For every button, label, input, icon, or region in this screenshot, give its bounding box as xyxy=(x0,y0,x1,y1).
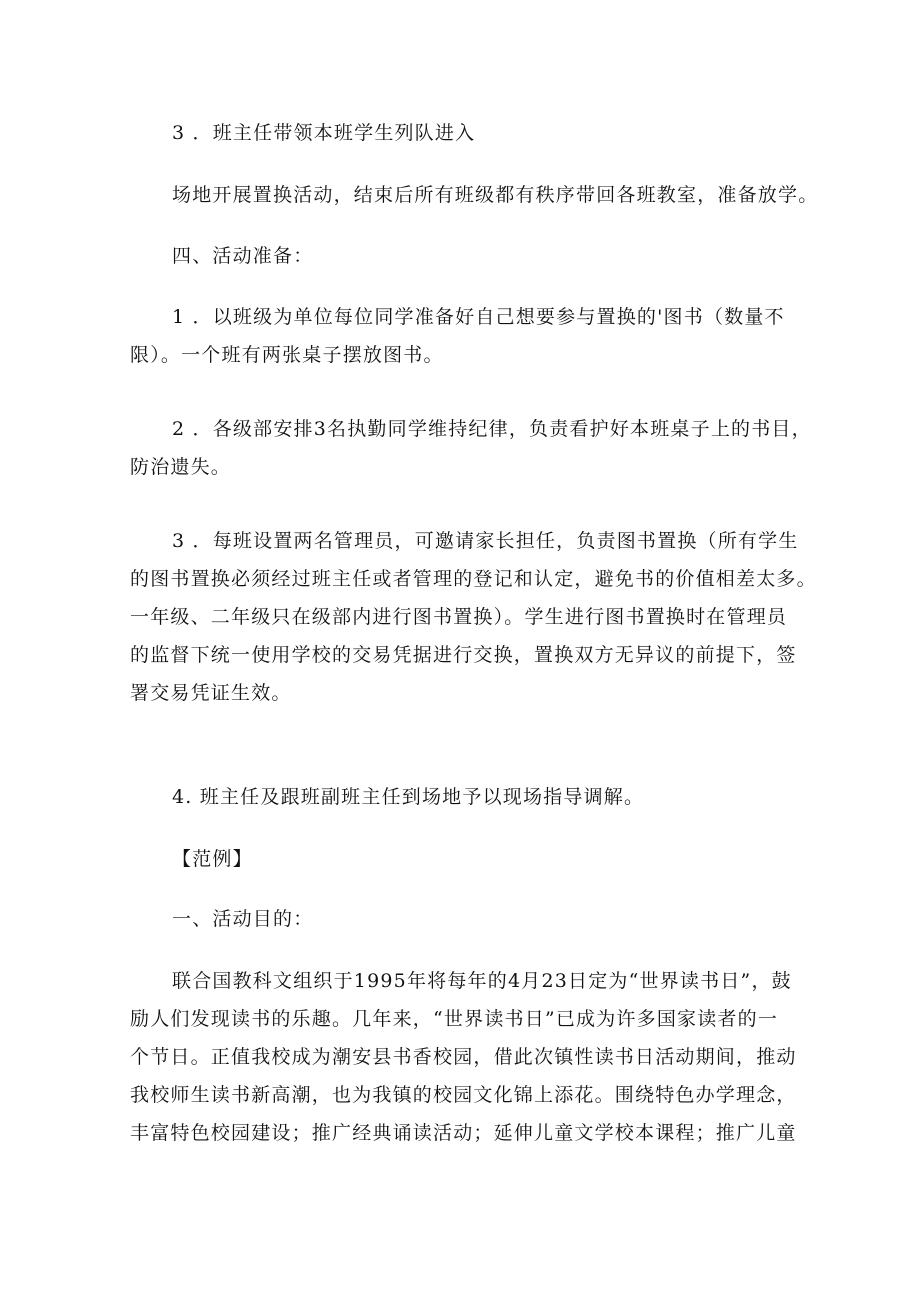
paragraph-purpose-body xyxy=(130,962,795,1152)
text-line: 【范例】 xyxy=(172,848,253,870)
text-line: 的图书置换必须经过班主任或者管理的登记和认定，避免书的价值相差太多。 xyxy=(130,568,817,590)
text-line: 3 ．每班设置两名管理员，可邀请家长担任，负责图书置换（所有学生 xyxy=(172,530,799,552)
text-line: 个节日。正值我校成为潮安县书香校园，借此次镇性读书日活动期间，推动 xyxy=(130,1046,797,1068)
section-heading-purpose xyxy=(172,900,837,938)
text-line: 励人们发现读书的乐趣。几年来，“世界读书日”已成为许多国家读者的一 xyxy=(130,1008,779,1030)
paragraph-prep-item-1 xyxy=(130,298,795,374)
paragraph-prep-item-4 xyxy=(172,778,837,816)
text-line: 四、活动准备： xyxy=(172,245,314,267)
text-line: 防治遗失。 xyxy=(130,456,232,478)
text-line: 1 ．以班级为单位每位同学准备好自己想要参与置换的'图书（数量不 xyxy=(172,306,785,328)
text-line: 的监督下统一使用学校的交易凭据进行交换，置换双方无异议的前提下，签 xyxy=(130,644,797,666)
section-heading-preparation xyxy=(172,237,837,275)
text-line: 场地开展置换活动，结束后所有班级都有秩序带回各班教室，准备放学。 xyxy=(172,184,819,206)
text-line: 丰富特色校园建设；推广经典诵读活动；延伸儿童文学校本课程；推广儿童 xyxy=(130,1122,797,1144)
paragraph-step-3-lineup xyxy=(172,114,837,152)
paragraph-prep-item-2 xyxy=(130,410,812,486)
text-line: 署交易凭证生效。 xyxy=(130,682,292,704)
text-line: 2 ．各级部安排3名执勤同学维持纪律，负责看护好本班桌子上的书目， xyxy=(172,418,812,440)
text-line: 我校师生读书新高潮，也为我镇的校园文化锦上添花。围绕特色办学理念， xyxy=(130,1084,797,1106)
paragraph-prep-item-3 xyxy=(130,522,817,712)
text-line: 4. 班主任及跟班副班主任到场地予以现场指导调解。 xyxy=(172,786,645,808)
paragraph-venue-activity xyxy=(172,176,837,214)
text-line: 限）。一个班有两张桌子摆放图书。 xyxy=(130,344,444,366)
heading-example xyxy=(172,840,837,878)
text-line: 一年级、二年级只在级部内进行图书置换）。学生进行图书置换时在管理员 xyxy=(130,606,788,628)
text-line: 3 ．班主任带领本班学生列队进入 xyxy=(172,122,476,144)
text-line: 一、活动目的： xyxy=(172,908,314,930)
text-line: 联合国教科文组织于1995年将每年的4月23日定为“世界读书日”，鼓 xyxy=(172,970,792,992)
